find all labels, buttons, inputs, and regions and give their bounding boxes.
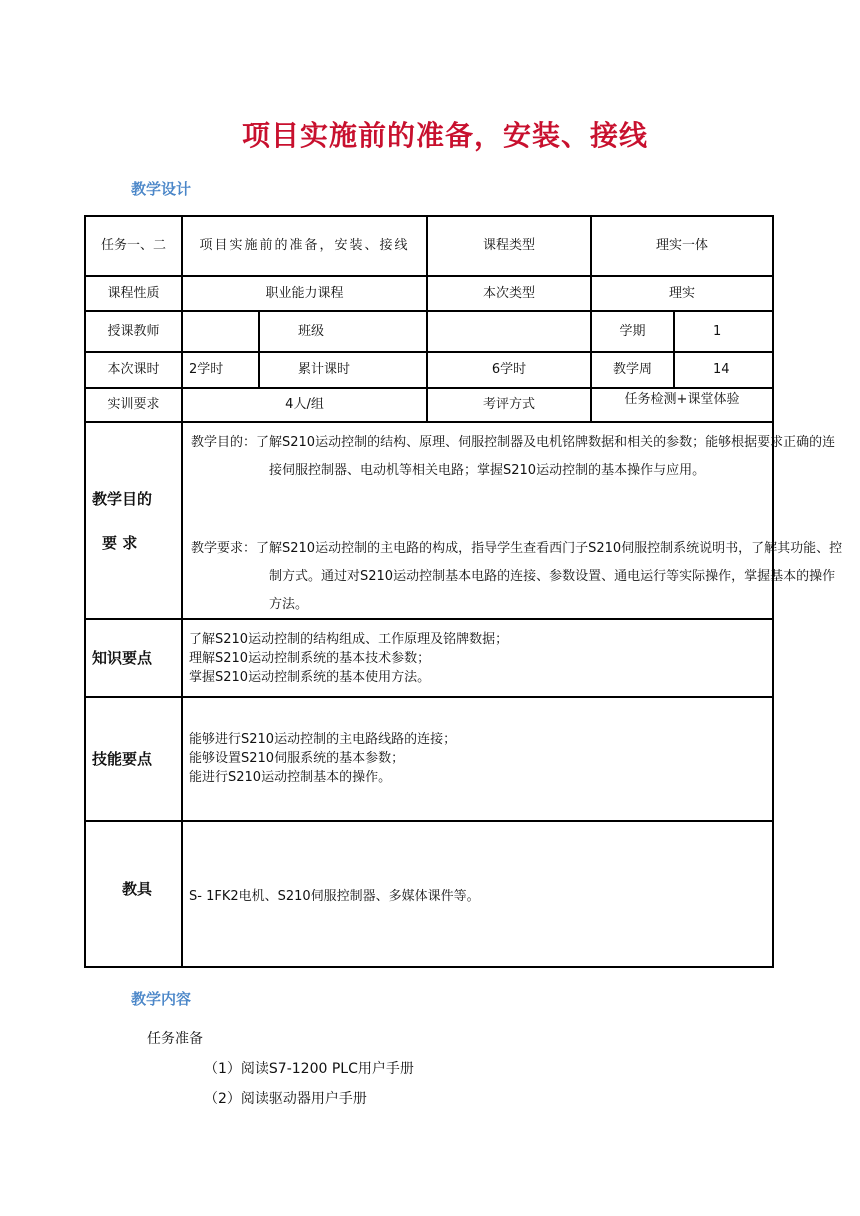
teacher-value (183, 312, 260, 353)
goals-label-line1: 教学目的 (92, 489, 153, 508)
course-nature-label: 课程性质 (86, 277, 183, 312)
skill-item: 能进行S210运动控制基本的操作。 (189, 770, 392, 785)
skill-item: 能够设置S210伺服系统的基本参数； (189, 751, 405, 766)
preparation-item: （1）阅读S7-1200 PLC用户手册 (204, 1061, 414, 1077)
hours-value: 2学时 (183, 353, 260, 389)
class-label: 班级 (260, 312, 428, 353)
page-title: 项目实施前的准备，安装、接线 (241, 119, 648, 152)
training-requirement-value: 4人/组 (183, 389, 428, 423)
teaching-aids-value: S- 1FK2电机、S210伺服控制器、多媒体课件等。 (183, 822, 774, 968)
knowledge-item: 理解S210运动控制系统的基本技术参数； (189, 651, 431, 666)
knowledge-points-label: 知识要点 (86, 620, 183, 698)
teaching-requirement: 教学要求：了解S210运动控制的主电路的构成，指导学生查看西门子S210伺服控制系统说明书，了解其功能、控制方式。通过对S210运动控制基本电路的连接、参数设置、通电运行等实际操作，掌握基本的操作方法。 (191, 541, 843, 612)
hours-label: 本次课时 (86, 353, 183, 389)
teaching-aids-label: 教具 (86, 822, 183, 968)
skill-item: 能够进行S210运动控制的主电路线路的连接； (189, 732, 457, 747)
assessment-value: 任务检测+课堂体验 (592, 389, 774, 423)
skill-points-list (183, 698, 774, 822)
task-label: 任务一、二 (86, 217, 183, 277)
session-type-label: 本次类型 (428, 277, 592, 312)
knowledge-points-list (183, 620, 774, 698)
teaching-purpose: 教学目的：了解S210运动控制的结构、原理、伺服控制器及电机铭牌数据和相关的参数；能够根据要求正确的连接伺服控制器、电动机等相关电路；掌握S210运动控制的基本操作与应用。 (191, 435, 836, 478)
task-name: 项目实施前的准备，安装、接线 (183, 217, 428, 277)
course-nature-value: 职业能力课程 (183, 277, 428, 312)
training-requirement-label: 实训要求 (86, 389, 183, 423)
task-preparation-heading: 任务准备 (147, 1031, 203, 1047)
preparation-item: （2）阅读驱动器用户手册 (204, 1091, 367, 1107)
term-label: 学期 (592, 312, 675, 353)
cumulative-hours-value: 6学时 (428, 353, 592, 389)
section-heading-content: 教学内容 (131, 990, 192, 1008)
course-type-label: 课程类型 (428, 217, 592, 277)
section-heading-design: 教学设计 (131, 180, 192, 198)
teaching-goals-content (183, 423, 843, 620)
knowledge-item: 掌握S210运动控制系统的基本使用方法。 (189, 670, 431, 685)
assessment-label: 考评方式 (428, 389, 592, 423)
teaching-week-label: 教学周 (592, 353, 675, 389)
knowledge-item: 了解S210运动控制的结构组成、工作原理及铭牌数据； (189, 632, 509, 647)
class-value (428, 312, 592, 353)
skill-points-label: 技能要点 (86, 698, 183, 822)
course-type-value: 理实一体 (592, 217, 774, 277)
cumulative-hours-label: 累计课时 (260, 353, 428, 389)
teaching-goals-label (86, 423, 183, 620)
teaching-week-value: 14 (675, 353, 774, 389)
teacher-label: 授课教师 (86, 312, 183, 353)
session-type-value: 理实 (592, 277, 774, 312)
term-value: 1 (675, 312, 774, 353)
goals-label-line2: 要 求 (102, 533, 138, 552)
